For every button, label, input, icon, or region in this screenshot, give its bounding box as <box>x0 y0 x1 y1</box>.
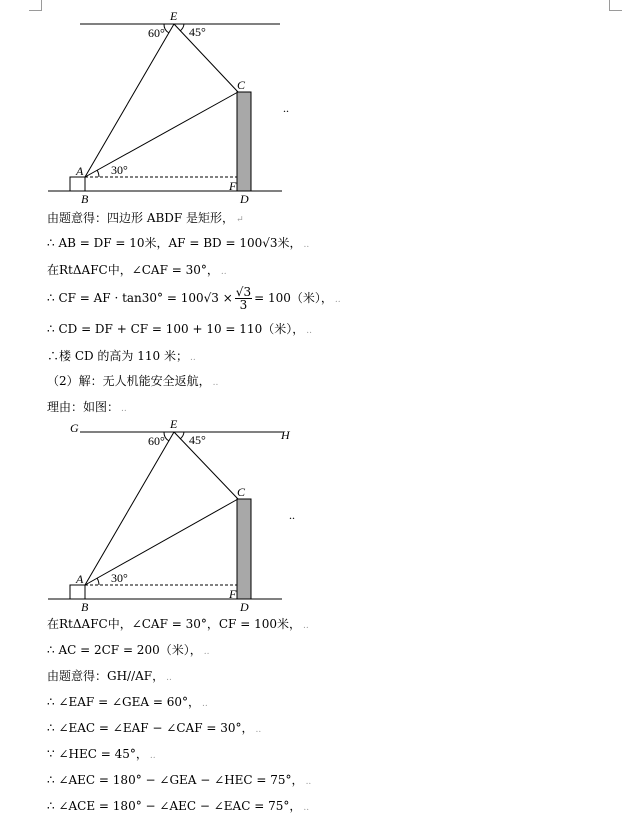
para-mark: .. <box>289 508 295 522</box>
small-box-ab <box>70 177 85 191</box>
fraction-sqrt3-over-3: $\frac{√3}{3}$ <box>235 285 252 312</box>
label-a: A <box>76 164 84 178</box>
segment-ac <box>85 92 238 177</box>
geometry-figure-1 <box>0 0 630 205</box>
solution-line-15: ∴ ∠AEC = 180° − ∠GEA − ∠HEC = 75°， .. <box>47 773 312 787</box>
label-angle-45: 45° <box>189 433 206 447</box>
solution-line-5: ∴ CD = DF + CF = 100 + 10 = 110（米）， .. <box>47 322 312 336</box>
label-angle-30: 30° <box>111 163 128 177</box>
solution-line-3: 在RtΔAFC中，∠CAF = 30°， .. <box>47 263 227 277</box>
angle-arc-right <box>180 432 184 439</box>
label-a: A <box>76 572 84 586</box>
solution-line-6: ∴楼 CD 的高为 110 米； .. <box>47 349 196 363</box>
angle-arc-a <box>97 170 99 177</box>
angle-arc-right <box>180 24 184 31</box>
label-e: E <box>170 417 178 431</box>
label-d: D <box>240 192 249 205</box>
geometry-figure-2 <box>0 415 630 615</box>
label-f: F <box>229 179 237 193</box>
label-c: C <box>237 78 246 92</box>
solution-line-9: 在RtΔAFC中，∠CAF = 30°，CF = 100米， .. <box>47 617 309 631</box>
segment-ec <box>174 432 238 499</box>
building-cd <box>237 92 251 191</box>
solution-line-13: ∴ ∠EAC = ∠EAF − ∠CAF = 30°， .. <box>47 721 262 735</box>
label-b: B <box>81 192 89 205</box>
solution-line-4: ∴ CF = AF · tan30° = 100√3 × $\frac{√3}{3}$ = 100（米）， .. <box>47 285 341 312</box>
label-b: B <box>81 600 89 614</box>
solution-line-7: （2）解：无人机能安全返航， .. <box>47 374 219 388</box>
label-f: F <box>229 587 237 601</box>
label-c: C <box>237 485 246 499</box>
label-e: E <box>170 9 178 23</box>
segment-ae <box>85 432 174 585</box>
solution-line-16: ∴ ∠ACE = 180° − ∠AEC − ∠EAC = 75°， .. <box>47 799 310 813</box>
small-box-ab <box>70 585 85 599</box>
label-angle-45: 45° <box>189 25 206 39</box>
solution-line-12: ∴ ∠EAF = ∠GEA = 60°， .. <box>47 695 208 709</box>
solution-line-1: 由题意得：四边形 ABDF 是矩形， ↵ <box>47 211 244 225</box>
para-mark: .. <box>283 101 289 115</box>
solution-line-2: ∴ AB = DF = 10米，AF = BD = 100√3米， .. <box>47 236 310 250</box>
label-g: G <box>70 421 79 435</box>
label-angle-30: 30° <box>111 571 128 585</box>
label-angle-60: 60° <box>148 434 165 448</box>
segment-ec <box>174 24 238 92</box>
solution-line-8: 理由：如图： .. <box>47 400 127 414</box>
segment-ac <box>85 499 238 585</box>
building-cd <box>237 499 251 599</box>
solution-line-11: 由题意得：GH//AF， .. <box>47 669 172 683</box>
label-d: D <box>240 600 249 614</box>
solution-line-10: ∴ AC = 2CF = 200（米）， .. <box>47 643 210 657</box>
label-angle-60: 60° <box>148 26 165 40</box>
segment-ae <box>85 24 174 177</box>
angle-arc-a <box>97 578 99 585</box>
solution-line-14: ∵ ∠HEC = 45°， .. <box>47 747 156 761</box>
label-h: H <box>281 428 290 442</box>
